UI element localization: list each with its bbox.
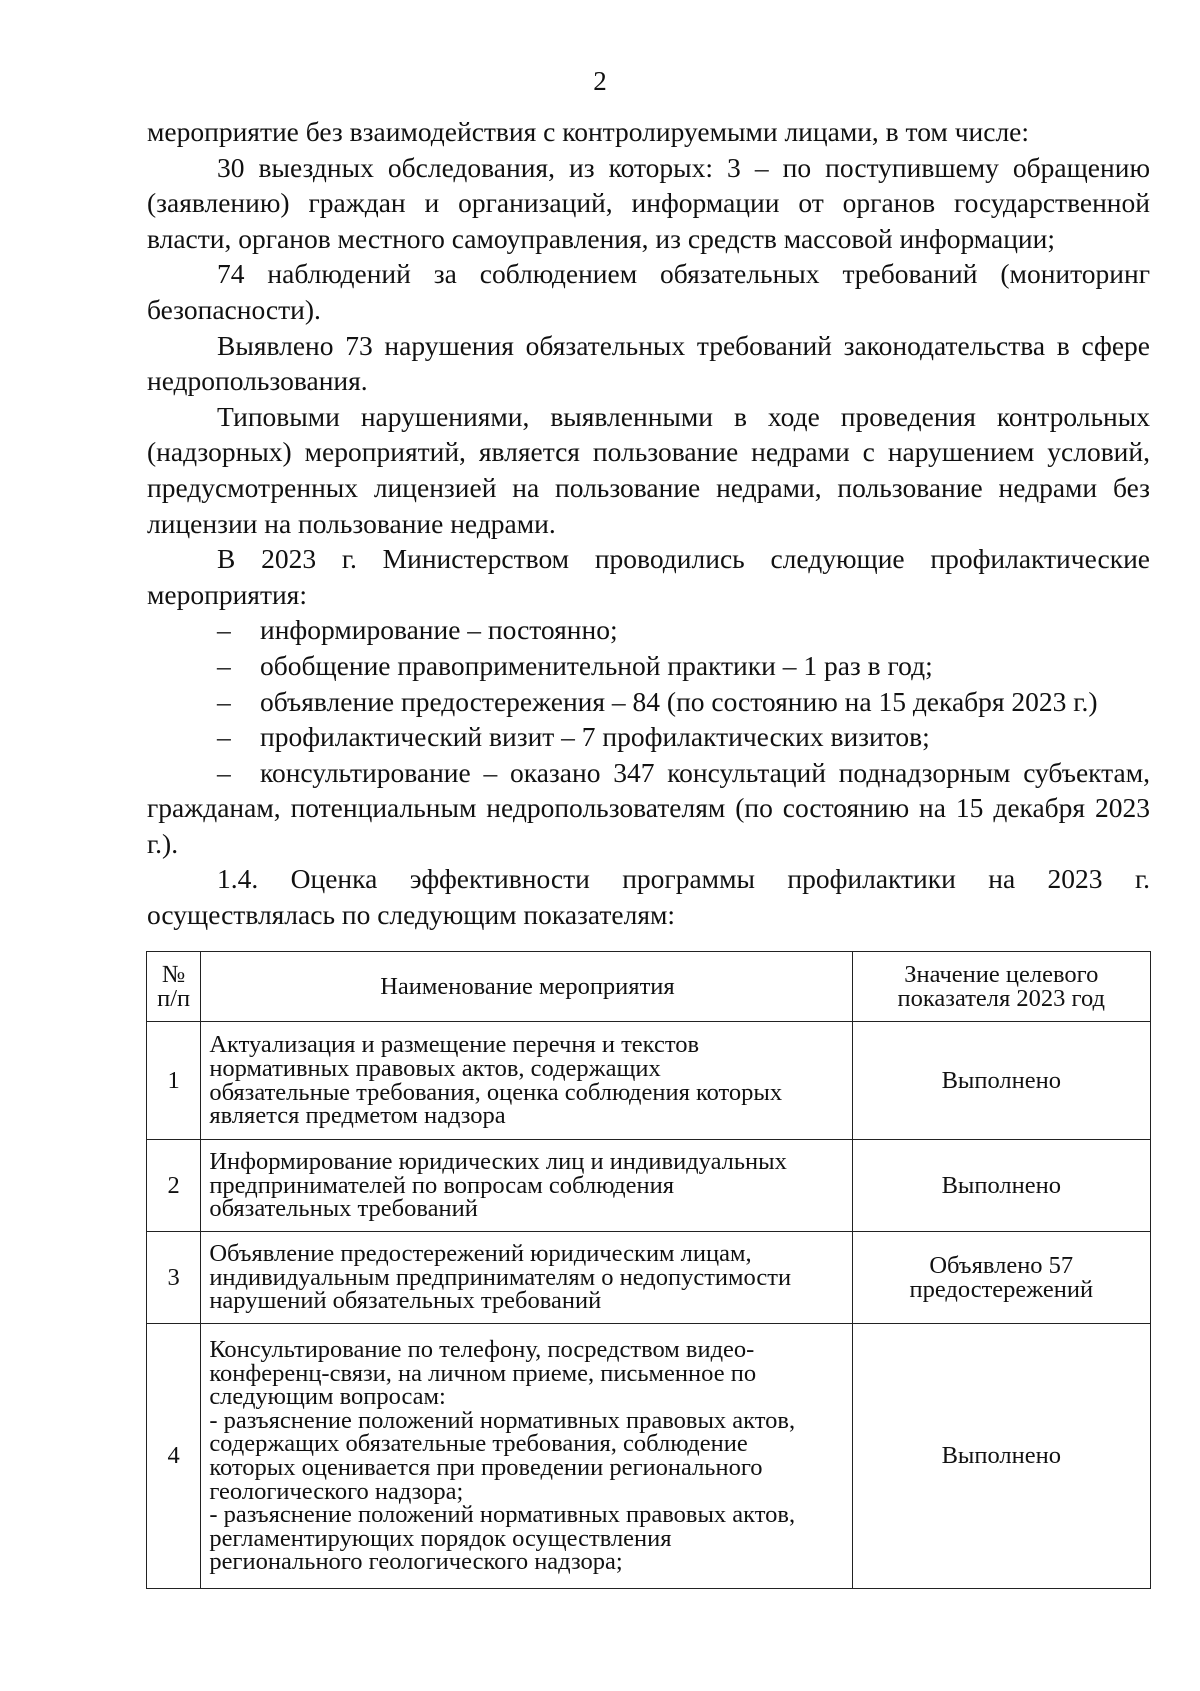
column-header-name: Наименование мероприятия bbox=[201, 952, 852, 1022]
row-activity-name: Объявление предостережений юридическим лицам, индивидуальным предпринимателям о недопустимости нарушений обязательных требований bbox=[201, 1232, 852, 1324]
dash-marker: – bbox=[217, 721, 231, 753]
paragraph-field-surveys: 30 выездных обследования, из которых: 3 – по поступившему обращению (заявлению) граждан и организаций, информации от органов государственной власти, органов местного самоуправления, из средств массовой информации; bbox=[147, 151, 1150, 254]
list-item-text: обобщение правоприменительной практики – 1 раз в год; bbox=[260, 649, 933, 681]
dash-marker: – bbox=[217, 685, 231, 717]
row-target-value: Выполнено bbox=[852, 1140, 1150, 1232]
paragraph-efficiency-evaluation: 1.4. Оценка эффективности программы профилактики на 2023 г. осуществлялась по следующим показателям: bbox=[147, 863, 1150, 931]
page-number: 2 bbox=[593, 66, 607, 96]
row-activity-name: Актуализация и размещение перечня и текстов нормативных правовых актов, содержащих обязательные требования, оценка соблюдения которых является предметом надзора bbox=[201, 1022, 852, 1140]
targets-table bbox=[146, 951, 1151, 1589]
dash-marker: – bbox=[217, 649, 231, 681]
table-row bbox=[147, 1324, 1151, 1589]
paragraph-continuation: мероприятие без взаимодействия с контролируемыми лицами, в том числе: bbox=[147, 116, 1030, 147]
table-row bbox=[147, 1232, 1151, 1324]
paragraph-observations: 74 наблюдений за соблюдением обязательных требований (мониторинг безопасности). bbox=[147, 258, 1150, 325]
row-activity-name: Информирование юридических лиц и индивидуальных предпринимателей по вопросам соблюдения обязательных требований bbox=[201, 1140, 852, 1232]
dash-marker: – bbox=[217, 614, 231, 646]
row-target-value: Выполнено bbox=[852, 1022, 1150, 1140]
list-item bbox=[147, 648, 1150, 684]
dash-marker: – bbox=[217, 756, 231, 788]
paragraph-violations-found: Выявлено 73 нарушения обязательных требований законодательства в сфере недропользования. bbox=[147, 329, 1150, 397]
row-number: 2 bbox=[147, 1140, 201, 1232]
document-body bbox=[147, 114, 1150, 933]
row-number: 4 bbox=[147, 1324, 201, 1589]
list-item-text: информирование – постоянно; bbox=[260, 614, 618, 646]
list-item-text: объявление предостережения – 84 (по состоянию на 15 декабря 2023 г.) bbox=[260, 685, 1098, 717]
row-activity-name: Консультирование по телефону, посредством видео- конференц-связи, на личном приеме, письменное по следующим вопросам: - разъяснение положений нормативных правовых актов, содержащих обязательные требования, соблюдение которых оценивается при проведении регионального геологического надзора; - разъяснение положений нормативных правовых актов, регламентирующих порядок осуществления регионального геологического надзора; bbox=[201, 1324, 852, 1589]
list-item-text: профилактический визит – 7 профилактических визитов; bbox=[260, 721, 930, 753]
table-row bbox=[147, 1140, 1151, 1232]
column-header-number: № п/п bbox=[147, 952, 201, 1022]
paragraph-preventive-measures: В 2023 г. Министерством проводились следующие профилактические мероприятия: bbox=[147, 543, 1150, 610]
list-item bbox=[147, 612, 1150, 648]
list-item bbox=[147, 684, 1150, 720]
row-number: 1 bbox=[147, 1022, 201, 1140]
row-target-value: Объявлено 57 предостережений bbox=[852, 1232, 1150, 1324]
list-item bbox=[147, 755, 1150, 862]
row-number: 3 bbox=[147, 1232, 201, 1324]
column-header-value: Значение целевого показателя 2023 год bbox=[852, 952, 1150, 1022]
table-row bbox=[147, 1022, 1151, 1140]
table-header-row bbox=[147, 952, 1151, 1022]
row-target-value: Выполнено bbox=[852, 1324, 1150, 1589]
paragraph-typical-violations: Типовыми нарушениями, выявленными в ходе проведения контрольных (надзорных) мероприятий, является пользование недрами с нарушением условий, предусмотренных лицензией на пользование недрами, пользование недрами без лицензии на пользование недрами. bbox=[147, 400, 1150, 539]
list-item bbox=[147, 719, 1150, 755]
list-item-text: консультирование – оказано 347 консультаций поднадзорным субъектам, гражданам, потенциальным недропользователям (по состоянию на 15 декабря 2023 г.). bbox=[147, 756, 1150, 859]
